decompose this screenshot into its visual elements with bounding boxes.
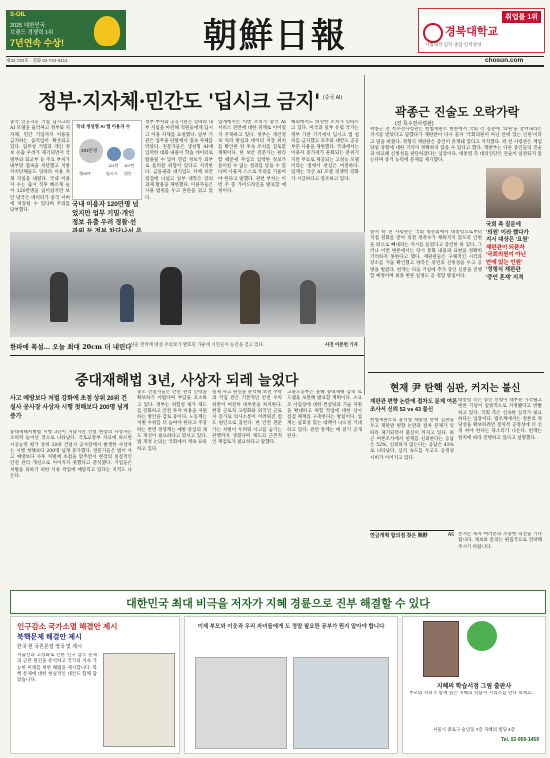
masthead-rule-thick — [6, 65, 544, 67]
person-4 — [300, 280, 316, 324]
side-captions — [486, 222, 542, 282]
snowy-trees — [10, 232, 365, 272]
bottom-banner[interactable] — [10, 590, 546, 614]
second-column-4: 고용노동부는 올해 중대재해 감축 로드맵을 보완해 발표할 계획이다. 소규모 사업장에 대한 컨설팅과 기술 지원을 확대하고 위험 작업에 대한 상시 점검 체계를 구축한다는 방침이다. 업계는 실효성 있는 대책이 나오길 기대하고 있다. 관련 통계는 매 분기 공개된다. — [287, 390, 362, 440]
court-column-2: 대통령 측은 증인 신청이 대부분 기각됐고 변론 기일이 일방적으로 지정됐다고 반발하고 있다. 국회 측은 신속한 심리가 필요하다는 입장이다. 법조계에서는 결론의 정당성을 확보하려면 절차적 공정성에 더 신경 써야 한다는 목소리가 나온다. 헌재는 원칙에 따라 진행하고 있다고 설명했다. — [458, 398, 542, 441]
banner-text: 대한민국 최대 비극을 저자가 지혜 경륜으로 진부 해결할 수 있다 — [126, 598, 430, 610]
lead-subhead: 국내 이용자 120만명 넘었지만 업무 기밀·개인 정보 유출 우려 경찰·선 — [72, 201, 139, 226]
book-ad-1[interactable] — [10, 616, 180, 754]
court-subhead: 재판관 편향 논란에 절차도 문제 여론조사서 신뢰 52 vs 43 불신 — [370, 399, 458, 413]
person-child — [120, 284, 134, 322]
side-caption-1: 국회 측 질문에 — [486, 222, 521, 228]
person-2 — [160, 267, 182, 325]
notice-column: 본지는 독자 여러분의 소중한 의견을 기다립니다. 제보와 문의는 편집국으로 연락해 주시기 바랍니다. — [458, 532, 542, 550]
ad1-title: 인구감소 국가소멸 해결안 제시 — [17, 622, 118, 631]
ad1-body: 저출산과 고령화로 인한 인구 감소 문제의 근본 원인을 분석하고 국가의 지속 가능한 미래를 위한 해법을 제시합니다. 북핵 문제에 대한 현실적인 대안도 함께 담았습니다. — [17, 653, 97, 684]
face-icon — [502, 176, 524, 200]
side-caption-8: '증언 혼재' 지적 — [486, 274, 524, 281]
side-body-2: 앞서 곽 전 사령관은 국회 청문회에서 대통령으로부터 직접 전화를 받아 의결 정족수가 채워지지 않도록 인원을 밖으로 빼내라는 지시를 들었다고 증언한 바 있다. 그러나 이번 변론에서는 당시 통화 내용과 표현을 정확히 기억하지 못한다고 했다. 재판관들은 구체적인 시각과 장소를 거듭 확인했고 양측은 증언의 신빙성을 두고 공방을 벌였다. 헌재는 다음 기일에 추가 증인 신문을 진행할 예정이며 최종 변론 일정도 곧 정할 방침이다. — [370, 230, 482, 280]
book-ad-3[interactable] — [402, 616, 546, 754]
second-column-1: 중대재해처벌법 시행 3년이 지났지만 건설 현장의 사상자는 오히려 늘어난 것으로 나타났다. 국토교통부 자료에 따르면 시공능력 평가 상위 20위 건설사 공사장에서 발생한 사상자는 시행 첫해보다 200명 넘게 증가했다. 전문가들은 법이 사고 예방보다 사후 처벌에 초점을 맞추면서 현장의 실질적인 안전 관리 개선으로 이어지지 못했다고 분석했다. 기업들은 처벌을 피하기 위한 서류 작업에 매달리고 있다는 지적도 나온다. — [10, 430, 132, 480]
court-rule — [368, 372, 544, 373]
ad-brand: S-OIL — [10, 12, 26, 18]
second-headline[interactable]: 중대재해법 3년, 사상자 되레 늘었다 — [75, 373, 299, 389]
chart-value-3: 107만 — [124, 163, 135, 168]
ad2-book-image — [293, 657, 389, 749]
photo-caption-body: 서울 전역에 대설 주의보가 발효된 가운데 시민들이 눈길을 걷고 있다. — [130, 342, 265, 347]
right-masthead-ad[interactable] — [418, 8, 545, 53]
ad2-newspaper-image — [195, 657, 287, 749]
side-caption-7: '정형식 재판관 — [486, 267, 521, 273]
ad1-tag: 한국 현 국론분열 정국 및 제시 — [17, 644, 82, 650]
ad-line2: 브랜드 경쟁력 1위 — [10, 30, 54, 36]
mascot-icon — [94, 16, 120, 46]
chart-value-2: 121만 — [108, 163, 119, 168]
chart-label-1: 챗GPT — [79, 171, 92, 176]
usage-chart — [72, 120, 142, 200]
person-3 — [240, 270, 260, 324]
section-rule — [10, 355, 364, 356]
photo-caption-title: 한파에 폭설… 오늘 최대 20cm 더 내린다 — [10, 343, 132, 351]
court-headline[interactable]: 현재 尹 탄핵 심판, 커지는 불신 — [390, 383, 521, 394]
ad-line1: 2025 대한민국 — [10, 23, 46, 29]
lead-column-2: 정부 부처와 공공기관은 잇따라 내부 지침을 마련해 직원들에게 딥시크 이용 자제를 요청했다. 일부 기관은 업무용 단말에서 접속 자체를 막았다. 전문가들은 생성형 AI에 입력한 대화 내용이 학습 데이터로 활용될 수 있어 민감 정보가 외부로 흘러갈 위험이 있다고 지적한다. 금융권과 대기업도 자체 보안 점검에 나섰고 일부 대학은 강의 과제 활용을 제한했다. 이용자들은 사용 범위를 두고 혼란을 겪고 있다. — [145, 120, 213, 201]
side-caption-4: 재판관이 되묻자 — [486, 244, 525, 251]
chart-label-3: 뤼튼 — [124, 171, 132, 176]
ad2-title: 이제 부모와 이웃과 우리 자녀들에게 도 정말 필요한 공부가 뭔지 알아야 합니다 — [197, 624, 385, 630]
chart-circle-2 — [107, 147, 121, 161]
snow-photo — [10, 232, 365, 337]
ad1-document-image — [103, 653, 175, 747]
ad-highlight: 7년연속 수상! — [10, 38, 64, 48]
ad3-book-cover — [423, 621, 459, 677]
side-sub: (전 특수전사령관) — [395, 121, 434, 127]
photo-credit: 사진 이준헌 기자 — [325, 342, 358, 347]
ad-school: 경북대학교 — [445, 26, 499, 38]
lead-column-3: 업계에서는 이번 조치가 중국 AI 서비스 전반에 대한 경계로 이어질지 주목하고 있다. 정부는 개인정보 처리 방침과 데이터 저장 위치를 확인한 뒤 후속 조치를 검토할 계획이다. 한 보안 전문가는 편리함 때문에 무심코 입력한 정보가 돌이킬 수 없는 결과를 낳을 수 있다며 사용자 스스로 주의를 기울여야 한다고 말했다. 관련 부처는 이번 주 중 가이드라인을 발표할 예정이다. — [218, 120, 286, 195]
chart-value-1: 493만명 — [81, 148, 98, 153]
second-column-2: 중소 건설사들은 안전 관리 인력을 확보하기 어렵다며 부담을 호소하고 있다. 정부는 위험성 평가 제도를 강화하고 안전 투자 비용을 지원하는 방안을 검토 중이다. 노동계는 처벌 수위를 더 높여야 한다고 주장하는 반면 경영계는 예방 중심의 제도 개선이 필요하다고 맞서고 있다. 법 개정 논의는 국회에서 계속 표류하고 있다. — [137, 390, 207, 452]
ad-sub: 사범대학 입학·졸업·인력양성 — [425, 42, 482, 47]
chart-title: 국내 생성형 AI 앱 이용자 수 — [76, 124, 131, 129]
ad3-badge-icon — [467, 621, 497, 651]
website-link[interactable]: chosun.com — [485, 57, 524, 64]
book-ad-2[interactable] — [184, 616, 398, 754]
index-item: 연금개혁 합의점 찾은 與野 — [370, 533, 428, 539]
masthead-info: 제32,720호 · 전화 02-724-5114 — [6, 58, 68, 63]
ad-badge: 취업률 1위 — [502, 11, 541, 23]
lead-column-4: 해외에서도 비슷한 조치가 잇따르고 있다. 미국과 일부 유럽 국가는 정부 기관 기기에서 딥시크 앱 설치를 금지했고 호주와 대만도 공공 부문 사용을 제한했다. 국내에서는 이용자 증가세가 둔화되는 분위기지만 무료로 제공되는 고성능 모델이라는 점에서 관심은 여전하다. 업계는 국산 AI 모델 경쟁력 강화가 시급하다고 강조하고 있다. — [291, 120, 359, 182]
lead-headline[interactable]: 정부·지자체·민간도 '딥시크 금지' — [38, 89, 320, 113]
index-page: A6 — [447, 532, 454, 538]
side-caption-6: 안에 있는 인원' — [486, 259, 523, 266]
newspaper-title: 朝鮮日報 — [203, 16, 347, 56]
portrait-photo — [486, 168, 541, 218]
masthead-rule — [6, 56, 544, 57]
ad1-sub: 북핵문제 해결안 제시 — [17, 634, 82, 641]
court-column-1: 헌법재판소의 윤석열 대통령 탄핵 심판을 두고 재판관 편향 논란과 절차 문제가 잇따라 제기되면서 불신이 커지고 있다. 최근 여론조사에서 헌재를 신뢰한다는 응답은 52%, 신뢰하지 않는다는 응답은 43%로 나타났다. 심리 속도를 두고도 공정성 시비가 이어지고 있다. — [370, 418, 454, 461]
side-body: 곽종근 전 특수전사령관은 헌법재판소 변론에서 국회 측 질문에 '의원'을 끌어내라는 지시를 받았다고 답했다가 재판관이 다시 묻자 '국회의원이 아닌 안에 있는 인원'이라고 말을 바꿨다. 정형식 재판관은 증언이 혼재돼 있다고 지적했다. 곽 전 사령관은 계엄 당일 상황에 대한 기억이 정확하지 않을 수 있다고 했다. 재판부는 다른 증인들의 진술과 비교해 신빙성을 판단하겠다는 입장이다. 대통령 측 대리인단은 진술이 일관되지 않는다며 증거 능력에 문제를 제기했다. — [370, 127, 542, 164]
ad3-address: 서울시 종로구 숭인동 7층 지혜의 빌딩 4층 — [432, 727, 516, 732]
left-masthead-ad[interactable] — [6, 10, 126, 50]
person-1 — [50, 272, 68, 322]
index-box[interactable] — [370, 530, 454, 541]
ad3-title: 지혜의 학습서점 그림 출판사 — [436, 684, 512, 690]
chart-label-2: 딥시크 — [106, 171, 118, 176]
second-subhead: 사고 예방보다 처벌 강화에 초점 상위 20위 건설사 공사장 사상자 시행 첫해보다 200명 넘게 증가 — [10, 396, 129, 420]
lead-byline: (중국 AI) — [323, 95, 343, 101]
side-caption-2: '의원' 이라 했다가 — [486, 229, 529, 236]
side-caption-3: 지시 대상은 '요원' — [486, 237, 529, 243]
university-seal-icon — [423, 23, 443, 43]
lead-column-1: 중국 인공지능 기업 딥시크의 AI 모델을 둘러싸고 정부와 지자체, 민간 기업까지 이용을 금지하는 움직임이 확산되고 있다. 업무상 기밀과 개인 정보 유출 우려가 제기되면서 국방부와 외교부 등 주요 부처가 내부망 접속을 차단했고 지방자치단체들도 잇따라 이용 자제 지침을 내렸다. 국내 이용자 수는 출시 직후 빠르게 늘어 120만명을 넘어섰지만 보안 당국은 데이터가 중국 서버에 저장될 수 있다며 주의를 당부했다. — [10, 120, 70, 214]
ad3-body: 부모와 자녀가 함께 읽는 지혜의 학습서 시리즈를 만나 보세요. — [409, 691, 534, 696]
side-caption-5: '국회의원이 아닌 — [486, 252, 527, 258]
side-headline[interactable]: 곽종근 진술도 오락가락 — [395, 105, 520, 119]
chart-circle-3 — [123, 148, 135, 160]
second-column-3: 실제 사고 원인을 분석해 보면 추락과 끼임 같은 기본적인 안전 수칙 위반이 여전히 대부분을 차지한다. 현장 근로자 고령화와 외국인 근로자 증가로 의사소통이 어려워진 점도 원인으로 꼽힌다. 한 안전 전문가는 처벌이 두려워 사고를 숨기는 관행까지 생겼다며 제도의 근본적인 재검토가 필요하다고 말했다. — [212, 390, 282, 446]
ad3-phone: Tel. 02-959-1459 — [501, 737, 539, 743]
